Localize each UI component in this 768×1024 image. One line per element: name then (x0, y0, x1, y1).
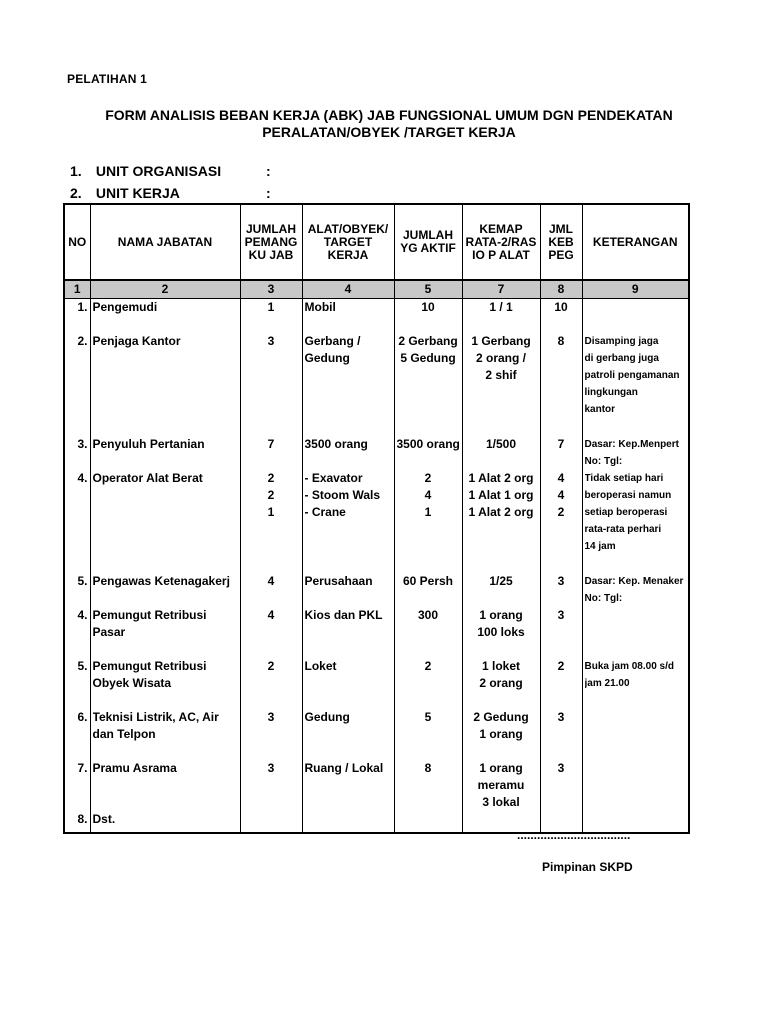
header-alat-obyek (302, 204, 394, 280)
header-text: PEMANG (244, 234, 298, 249)
cell-rasio (462, 470, 540, 573)
cell-jml-keb-peg (540, 470, 582, 573)
cell-jumlah-pemangku (240, 709, 302, 760)
cell-no: 8. (64, 811, 90, 833)
cell-line: dan Telpon (92, 726, 156, 741)
unit-label: UNIT KERJA (95, 185, 180, 201)
cell-jml-keb-peg (540, 658, 582, 709)
cell-rasio (462, 607, 540, 658)
cell-line: Mobil (304, 300, 336, 314)
cell-line: 3500 orang (396, 436, 460, 451)
cell-line: No: Tgl: (584, 592, 623, 604)
column-number-cell: 5 (394, 280, 462, 299)
cell-line: 1 orang (479, 760, 523, 775)
cell-jumlah-pemangku (240, 299, 302, 333)
cell-keterangan (582, 333, 689, 436)
cell-no: 4. (64, 470, 90, 573)
cell-line: 4 (424, 487, 432, 502)
cell-line: 2 (557, 658, 565, 673)
cell-jumlah-aktif (394, 709, 462, 760)
header-text: NO (68, 234, 87, 249)
cell-line: Penyuluh Pertanian (92, 436, 205, 451)
form-title-line-2: PERALATAN/OBYEK /TARGET KERJA (262, 124, 516, 140)
cell-keterangan (582, 436, 689, 470)
cell-line: Gerbang / (304, 333, 361, 348)
table-row (64, 658, 689, 709)
cell-rasio (462, 299, 540, 333)
cell-line: Ruang / Lokal (304, 760, 384, 775)
cell-no: 7. (64, 760, 90, 811)
unit-number: 1. (70, 163, 82, 179)
cell-line: di gerbang juga (584, 352, 659, 364)
cell-keterangan (582, 470, 689, 573)
header-text: TARGET (323, 234, 373, 249)
cell-line: Dst. (92, 811, 116, 826)
cell-jumlah-aktif (394, 573, 462, 607)
cell-alat-obyek (302, 573, 394, 607)
cell-line: Dasar: Kep. Menaker (584, 575, 684, 587)
cell-jumlah-aktif (394, 607, 462, 658)
table-row (64, 436, 689, 470)
cell-nama-jabatan (90, 470, 240, 573)
header-text: KERJA (327, 247, 369, 262)
cell-line: 1 / 1 (489, 300, 513, 314)
cell-line: 1 orang (479, 607, 523, 622)
cell-line: jam 21.00 (584, 677, 630, 689)
cell-line: 100 loks (477, 624, 525, 639)
table-row (64, 760, 689, 811)
cell-line: 3 (557, 709, 565, 724)
column-number-cell: 4 (302, 280, 394, 299)
header-jml-keb-peg (540, 204, 582, 280)
cell-keterangan (582, 607, 689, 658)
cell-line: Obyek Wisata (92, 675, 172, 690)
header-text: KETERANGAN (592, 234, 678, 249)
cell-nama-jabatan (90, 760, 240, 811)
cell-jumlah-aktif (394, 436, 462, 470)
table-row (64, 470, 689, 573)
cell-line: 7 (267, 436, 275, 451)
cell-line: 1 (424, 504, 432, 519)
cell-rasio (462, 709, 540, 760)
cell-line: 2 orang / (475, 350, 526, 365)
header-jumlah-aktif (394, 204, 462, 280)
cell-line: setiap beroperasi (584, 506, 668, 518)
cell-line: meramu (477, 777, 525, 792)
cell-jumlah-pemangku (240, 607, 302, 658)
header-jumlah-pemangku (240, 204, 302, 280)
cell-nama-jabatan (90, 333, 240, 436)
cell-line: Pengawas Ketenagakerj (92, 573, 230, 588)
cell-jml-keb-peg (540, 436, 582, 470)
cell-jml-keb-peg (540, 333, 582, 436)
cell-line: 5 (424, 709, 432, 724)
cell-line: 2 (424, 470, 432, 485)
cell-line: 3 (557, 760, 565, 775)
cell-line: 8 (557, 333, 565, 348)
cell-line: 60 Persh (402, 573, 454, 588)
cell-jumlah-aktif (394, 811, 462, 833)
cell-line: 300 (417, 607, 439, 622)
header-text: ALAT/OBYEK/ (307, 221, 389, 236)
cell-rasio (462, 436, 540, 470)
cell-alat-obyek (302, 470, 394, 573)
cell-line: 2 (267, 487, 275, 502)
cell-line: Pasar (92, 624, 126, 639)
cell-line: 2 (267, 470, 275, 485)
unit-organisasi-field (70, 163, 271, 179)
cell-line: 4 (267, 573, 275, 588)
cell-jumlah-aktif (394, 470, 462, 573)
cell-keterangan (582, 299, 689, 333)
table-header-row (64, 204, 689, 280)
cell-jml-keb-peg (540, 299, 582, 333)
cell-line: 1 Alat 2 org (468, 504, 534, 519)
cell-line: 10 (421, 300, 435, 314)
cell-line: 1 Alat 1 org (468, 487, 534, 502)
cell-jumlah-pemangku (240, 333, 302, 436)
cell-nama-jabatan (90, 299, 240, 333)
cell-line: 3500 orang (304, 436, 368, 451)
cell-jml-keb-peg (540, 760, 582, 811)
column-number-row (64, 280, 689, 299)
signature-title: Pimpinan SKPD (542, 860, 633, 874)
cell-nama-jabatan (90, 573, 240, 607)
cell-nama-jabatan (90, 811, 240, 833)
signature-dots: .................................. (517, 828, 631, 842)
cell-rasio (462, 760, 540, 811)
table-row (64, 299, 689, 333)
cell-rasio (462, 333, 540, 436)
cell-line: 3 (267, 760, 275, 775)
header-kemampuan-rasio (462, 204, 540, 280)
cell-line: - Exavator (304, 470, 363, 485)
header-no (64, 204, 90, 280)
cell-line: Disamping jaga (584, 335, 659, 347)
cell-line: 2 (424, 658, 432, 673)
table-row (64, 333, 689, 436)
cell-jml-keb-peg (540, 607, 582, 658)
cell-alat-obyek (302, 709, 394, 760)
cell-jumlah-pemangku (240, 573, 302, 607)
cell-line: No: Tgl: (584, 455, 623, 467)
header-text: IO P ALAT (472, 247, 530, 262)
cell-line: 2 (557, 504, 565, 519)
cell-nama-jabatan (90, 436, 240, 470)
cell-line: Gedung (304, 350, 350, 365)
cell-line: 8 (424, 760, 432, 775)
unit-colon: : (266, 163, 271, 179)
cell-line: patroli pengamanan (584, 369, 680, 381)
header-keterangan (582, 204, 689, 280)
cell-line: 5 Gedung (400, 350, 456, 365)
form-title-line-1: FORM ANALISIS BEBAN KERJA (ABK) JAB FUNGSIONAL UMUM DGN PENDEKATAN (105, 107, 673, 123)
cell-keterangan (582, 573, 689, 607)
cell-nama-jabatan (90, 709, 240, 760)
cell-line: Gedung (304, 709, 350, 724)
cell-line: Tidak setiap hari (584, 472, 664, 484)
cell-jumlah-aktif (394, 658, 462, 709)
header-text: JUMLAH (403, 228, 453, 242)
header-text: YG AKTIF (400, 241, 456, 255)
column-number-cell: 8 (540, 280, 582, 299)
cell-no: 6. (64, 709, 90, 760)
unit-number: 2. (70, 185, 82, 201)
cell-no: 4. (64, 607, 90, 658)
cell-line: 1 orang (479, 726, 523, 741)
cell-line: 10 (554, 300, 568, 314)
cell-line: kantor (584, 403, 616, 415)
cell-line: 2 Gerbang (398, 333, 458, 348)
cell-line: 14 jam (584, 540, 616, 552)
cell-line: 3 (267, 709, 275, 724)
unit-kerja-field (70, 185, 271, 201)
column-number-cell: 3 (240, 280, 302, 299)
cell-alat-obyek (302, 811, 394, 833)
header-text: KEB (548, 234, 574, 249)
cell-line: Pemungut Retribusi (92, 607, 207, 622)
cell-no: 1. (64, 299, 90, 333)
cell-line: Pemungut Retribusi (92, 658, 207, 673)
unit-label: UNIT ORGANISASI (95, 163, 222, 179)
cell-line: 3 (267, 333, 275, 348)
cell-keterangan (582, 658, 689, 709)
table-row (64, 607, 689, 658)
cell-line: 7 (557, 436, 565, 451)
cell-line: 1 (267, 300, 275, 314)
cell-line: 4 (557, 487, 565, 502)
cell-line: Dasar: Kep.Menpert (584, 438, 679, 450)
cell-line: 3 (557, 607, 565, 622)
cell-line: Penjaga Kantor (92, 333, 181, 348)
cell-line: 3 lokal (482, 794, 520, 809)
cell-line: Operator Alat Berat (92, 470, 203, 485)
cell-jumlah-pemangku (240, 470, 302, 573)
header-text: JUMLAH (246, 221, 296, 236)
column-number-cell: 1 (64, 280, 90, 299)
cell-line: Loket (304, 658, 337, 673)
cell-line: rata-rata perhari (584, 523, 662, 535)
header-text: JML (549, 221, 573, 236)
cell-line: lingkungan (584, 386, 638, 398)
cell-jumlah-pemangku (240, 811, 302, 833)
cell-line: Teknisi Listrik, AC, Air (92, 709, 219, 724)
form-title (60, 107, 718, 141)
cell-line: Pengemudi (92, 300, 158, 314)
cell-line: 1 loket (481, 658, 520, 673)
cell-jumlah-pemangku (240, 760, 302, 811)
cell-line: Pramu Asrama (92, 760, 177, 775)
cell-line: 1 Alat 2 org (468, 470, 534, 485)
cell-line: 2 (267, 658, 275, 673)
header-text: KU JAB (248, 247, 294, 262)
cell-no: 2. (64, 333, 90, 436)
cell-alat-obyek (302, 760, 394, 811)
cell-keterangan (582, 709, 689, 760)
cell-line: 2 Gedung (473, 709, 529, 724)
cell-alat-obyek (302, 333, 394, 436)
unit-colon: : (266, 185, 271, 201)
cell-jumlah-pemangku (240, 658, 302, 709)
cell-line: 1/500 (485, 436, 517, 451)
cell-alat-obyek (302, 436, 394, 470)
header-text: PEG (548, 247, 574, 262)
table-row (64, 573, 689, 607)
cell-line: Perusahaan (304, 573, 373, 588)
cell-line: 2 orang (479, 675, 523, 690)
pelatihan-label: PELATIHAN 1 (67, 72, 147, 86)
column-number-cell: 2 (90, 280, 240, 299)
cell-rasio (462, 658, 540, 709)
cell-line: 1 Gerbang (471, 333, 531, 348)
cell-nama-jabatan (90, 658, 240, 709)
cell-line: 3 (557, 573, 565, 588)
cell-line: - Stoom Wals (304, 487, 381, 502)
cell-keterangan (582, 760, 689, 811)
cell-line: 1/25 (489, 573, 513, 588)
cell-line: 1 (267, 504, 275, 519)
cell-alat-obyek (302, 299, 394, 333)
cell-line: 4 (267, 607, 275, 622)
cell-rasio (462, 573, 540, 607)
cell-alat-obyek (302, 607, 394, 658)
cell-line: beroperasi namun (584, 489, 672, 501)
cell-line: - Crane (304, 504, 346, 519)
cell-no: 5. (64, 573, 90, 607)
cell-jml-keb-peg (540, 573, 582, 607)
cell-line: Kios dan PKL (304, 607, 383, 622)
cell-jumlah-aktif (394, 299, 462, 333)
table-row (64, 709, 689, 760)
cell-jumlah-aktif (394, 760, 462, 811)
cell-no: 3. (64, 436, 90, 470)
header-text: NAMA JABATAN (117, 234, 213, 249)
cell-nama-jabatan (90, 607, 240, 658)
header-nama-jabatan (90, 204, 240, 280)
cell-jml-keb-peg (540, 709, 582, 760)
header-text: RATA-2/RAS (465, 234, 537, 249)
column-number-cell: 7 (462, 280, 540, 299)
header-text: KEMAP (479, 221, 523, 236)
cell-no: 5. (64, 658, 90, 709)
cell-jumlah-pemangku (240, 436, 302, 470)
cell-line: Buka jam 08.00 s/d (584, 660, 674, 672)
cell-jumlah-aktif (394, 333, 462, 436)
cell-alat-obyek (302, 658, 394, 709)
abk-table (63, 203, 690, 834)
cell-line: 2 shif (485, 367, 517, 382)
column-number-cell: 9 (582, 280, 689, 299)
cell-line: 4 (557, 470, 565, 485)
